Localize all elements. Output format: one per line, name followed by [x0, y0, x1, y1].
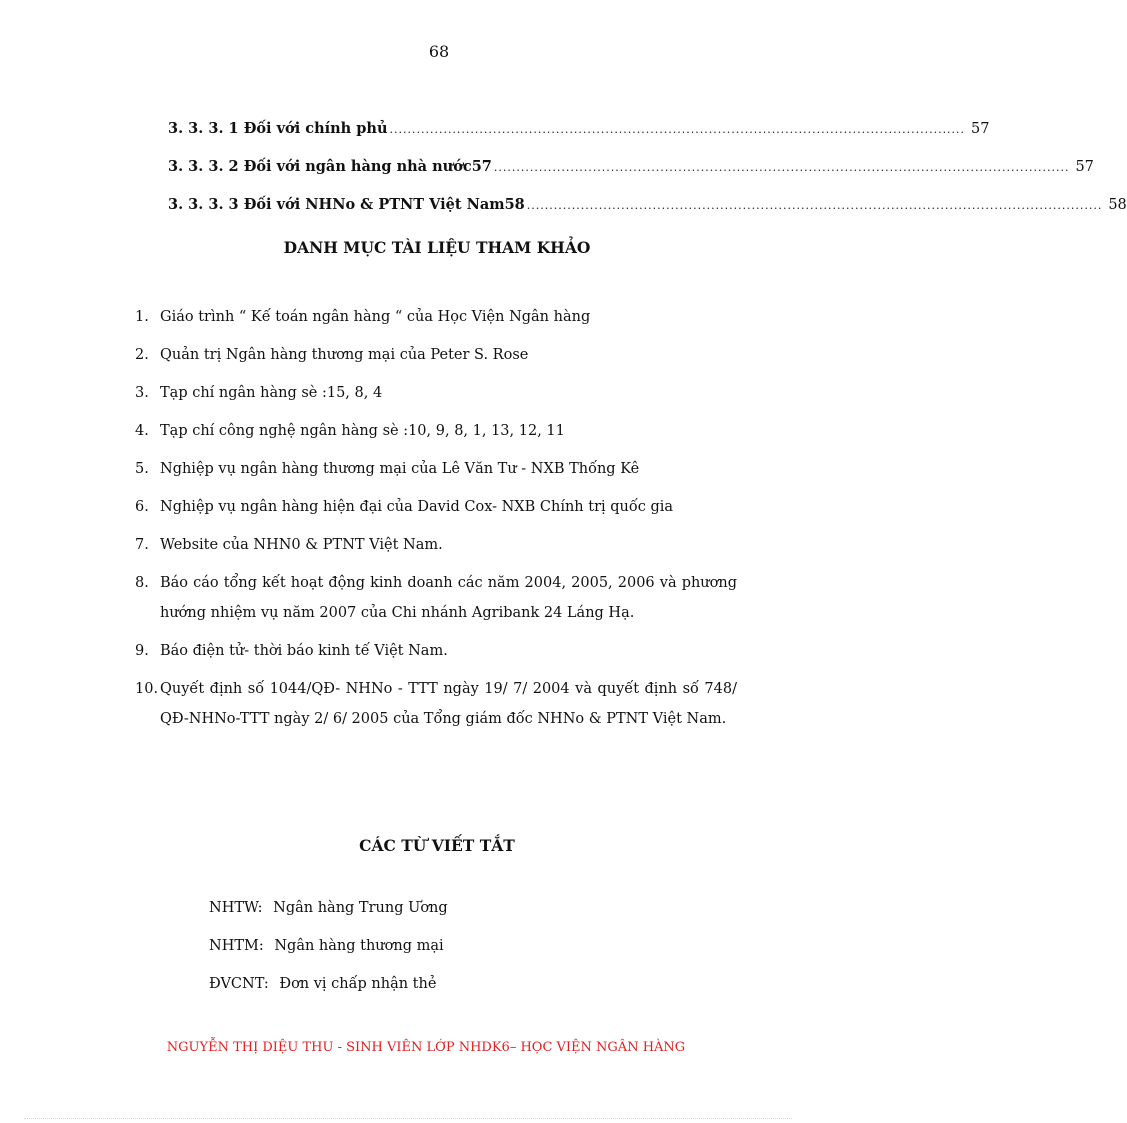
page-bottom-divider	[24, 1118, 792, 1119]
toc-entry[interactable]	[168, 158, 1094, 196]
toc-entry-page: 58	[1108, 197, 1127, 213]
abbreviations-list	[209, 900, 448, 1014]
reference-number: 6.	[135, 499, 149, 515]
table-of-contents	[168, 120, 1127, 234]
toc-entry-label: 3. 3. 3. 2 Đối với ngân hàng nhà nước57	[168, 158, 492, 175]
toc-leader-dots: ................................................................................................................................	[526, 199, 1103, 212]
reference-number: 5.	[135, 461, 149, 477]
reference-text: Quản trị Ngân hàng thương mại của Peter S. Rose	[160, 347, 529, 363]
toc-entry-label: 3. 3. 3. 3 Đối với NHNo & PTNT Việt Nam58	[168, 196, 525, 213]
reference-item	[135, 492, 737, 522]
references-list	[135, 302, 737, 742]
reference-number: 9.	[135, 643, 149, 659]
reference-number: 2.	[135, 347, 149, 363]
reference-item	[135, 454, 737, 484]
abbreviation-meaning: Ngân hàng Trung Ương	[273, 900, 448, 916]
reference-number: 7.	[135, 537, 149, 553]
reference-number: 3.	[135, 385, 149, 401]
reference-text: Tạp chí công nghệ ngân hàng sè :10, 9, 8, 1, 13, 12, 11	[160, 423, 565, 439]
reference-item	[135, 302, 737, 332]
page-number: 68	[428, 42, 450, 61]
reference-text: Tạp chí ngân hàng sè :15, 8, 4	[160, 385, 383, 401]
abbreviation-term: NHTM:	[209, 938, 264, 954]
reference-item	[135, 340, 737, 370]
reference-item	[135, 378, 737, 408]
toc-entry-label: 3. 3. 3. 1 Đối với chính phủ	[168, 120, 388, 137]
references-heading: DANH MỤC TÀI LIỆU THAM KHẢO	[283, 238, 591, 257]
abbreviation-term: NHTW:	[209, 900, 263, 916]
page-footer: NGUYỄN THỊ DIỆU THU - SINH VIÊN LỚP NHDK6– HỌC VIỆN NGÂN HÀNG	[166, 1040, 686, 1055]
reference-number: 8.	[135, 575, 149, 591]
reference-item	[135, 530, 737, 560]
reference-number: 4.	[135, 423, 149, 439]
reference-text: Báo cáo tổng kết hoạt động kinh doanh các năm 2004, 2005, 2006 và phương hướng nhiệm vụ năm 2007 của Chi nhánh Agribank 24 Láng Hạ.	[160, 575, 737, 621]
reference-item	[135, 636, 737, 666]
reference-text: Nghiệp vụ ngân hàng thương mại của Lê Văn Tư - NXB Thống Kê	[160, 461, 640, 477]
abbreviation-item	[209, 900, 448, 938]
reference-number: 10.	[135, 681, 159, 697]
abbreviations-heading: CÁC TỪ VIẾT TẮT	[359, 836, 515, 855]
abbreviation-term: ĐVCNT:	[209, 976, 269, 992]
reference-text: Website của NHN0 & PTNT Việt Nam.	[160, 537, 443, 553]
abbreviation-item	[209, 976, 448, 1014]
abbreviation-meaning: Ngân hàng thương mại	[274, 938, 444, 954]
toc-entry-page: 57	[1075, 159, 1094, 175]
toc-entry[interactable]	[168, 120, 990, 158]
reference-text: Nghiệp vụ ngân hàng hiện đại của David Cox- NXB Chính trị quốc gia	[160, 499, 674, 515]
reference-text: Báo điện tử- thời báo kinh tế Việt Nam.	[160, 643, 448, 659]
toc-leader-dots: ................................................................................................................................	[389, 123, 966, 136]
reference-item	[135, 674, 737, 734]
reference-text: Giáo trình “ Kế toán ngân hàng “ của Học Viện Ngân hàng	[160, 309, 591, 325]
reference-text: Quyết định số 1044/QĐ- NHNo - TTT ngày 19/ 7/ 2004 và quyết định số 748/ QĐ-NHNo-TTT ngày 2/ 6/ 2005 của Tổng giám đốc NHNo & PTNT Việt Nam.	[160, 681, 737, 727]
toc-entry[interactable]	[168, 196, 1127, 234]
abbreviation-item	[209, 938, 448, 976]
reference-number: 1.	[135, 309, 149, 325]
abbreviation-meaning: Đơn vị chấp nhận thẻ	[279, 976, 437, 992]
reference-item	[135, 416, 737, 446]
toc-entry-page: 57	[971, 121, 990, 137]
toc-leader-dots: ................................................................................................................................	[493, 161, 1070, 174]
reference-item	[135, 568, 737, 628]
